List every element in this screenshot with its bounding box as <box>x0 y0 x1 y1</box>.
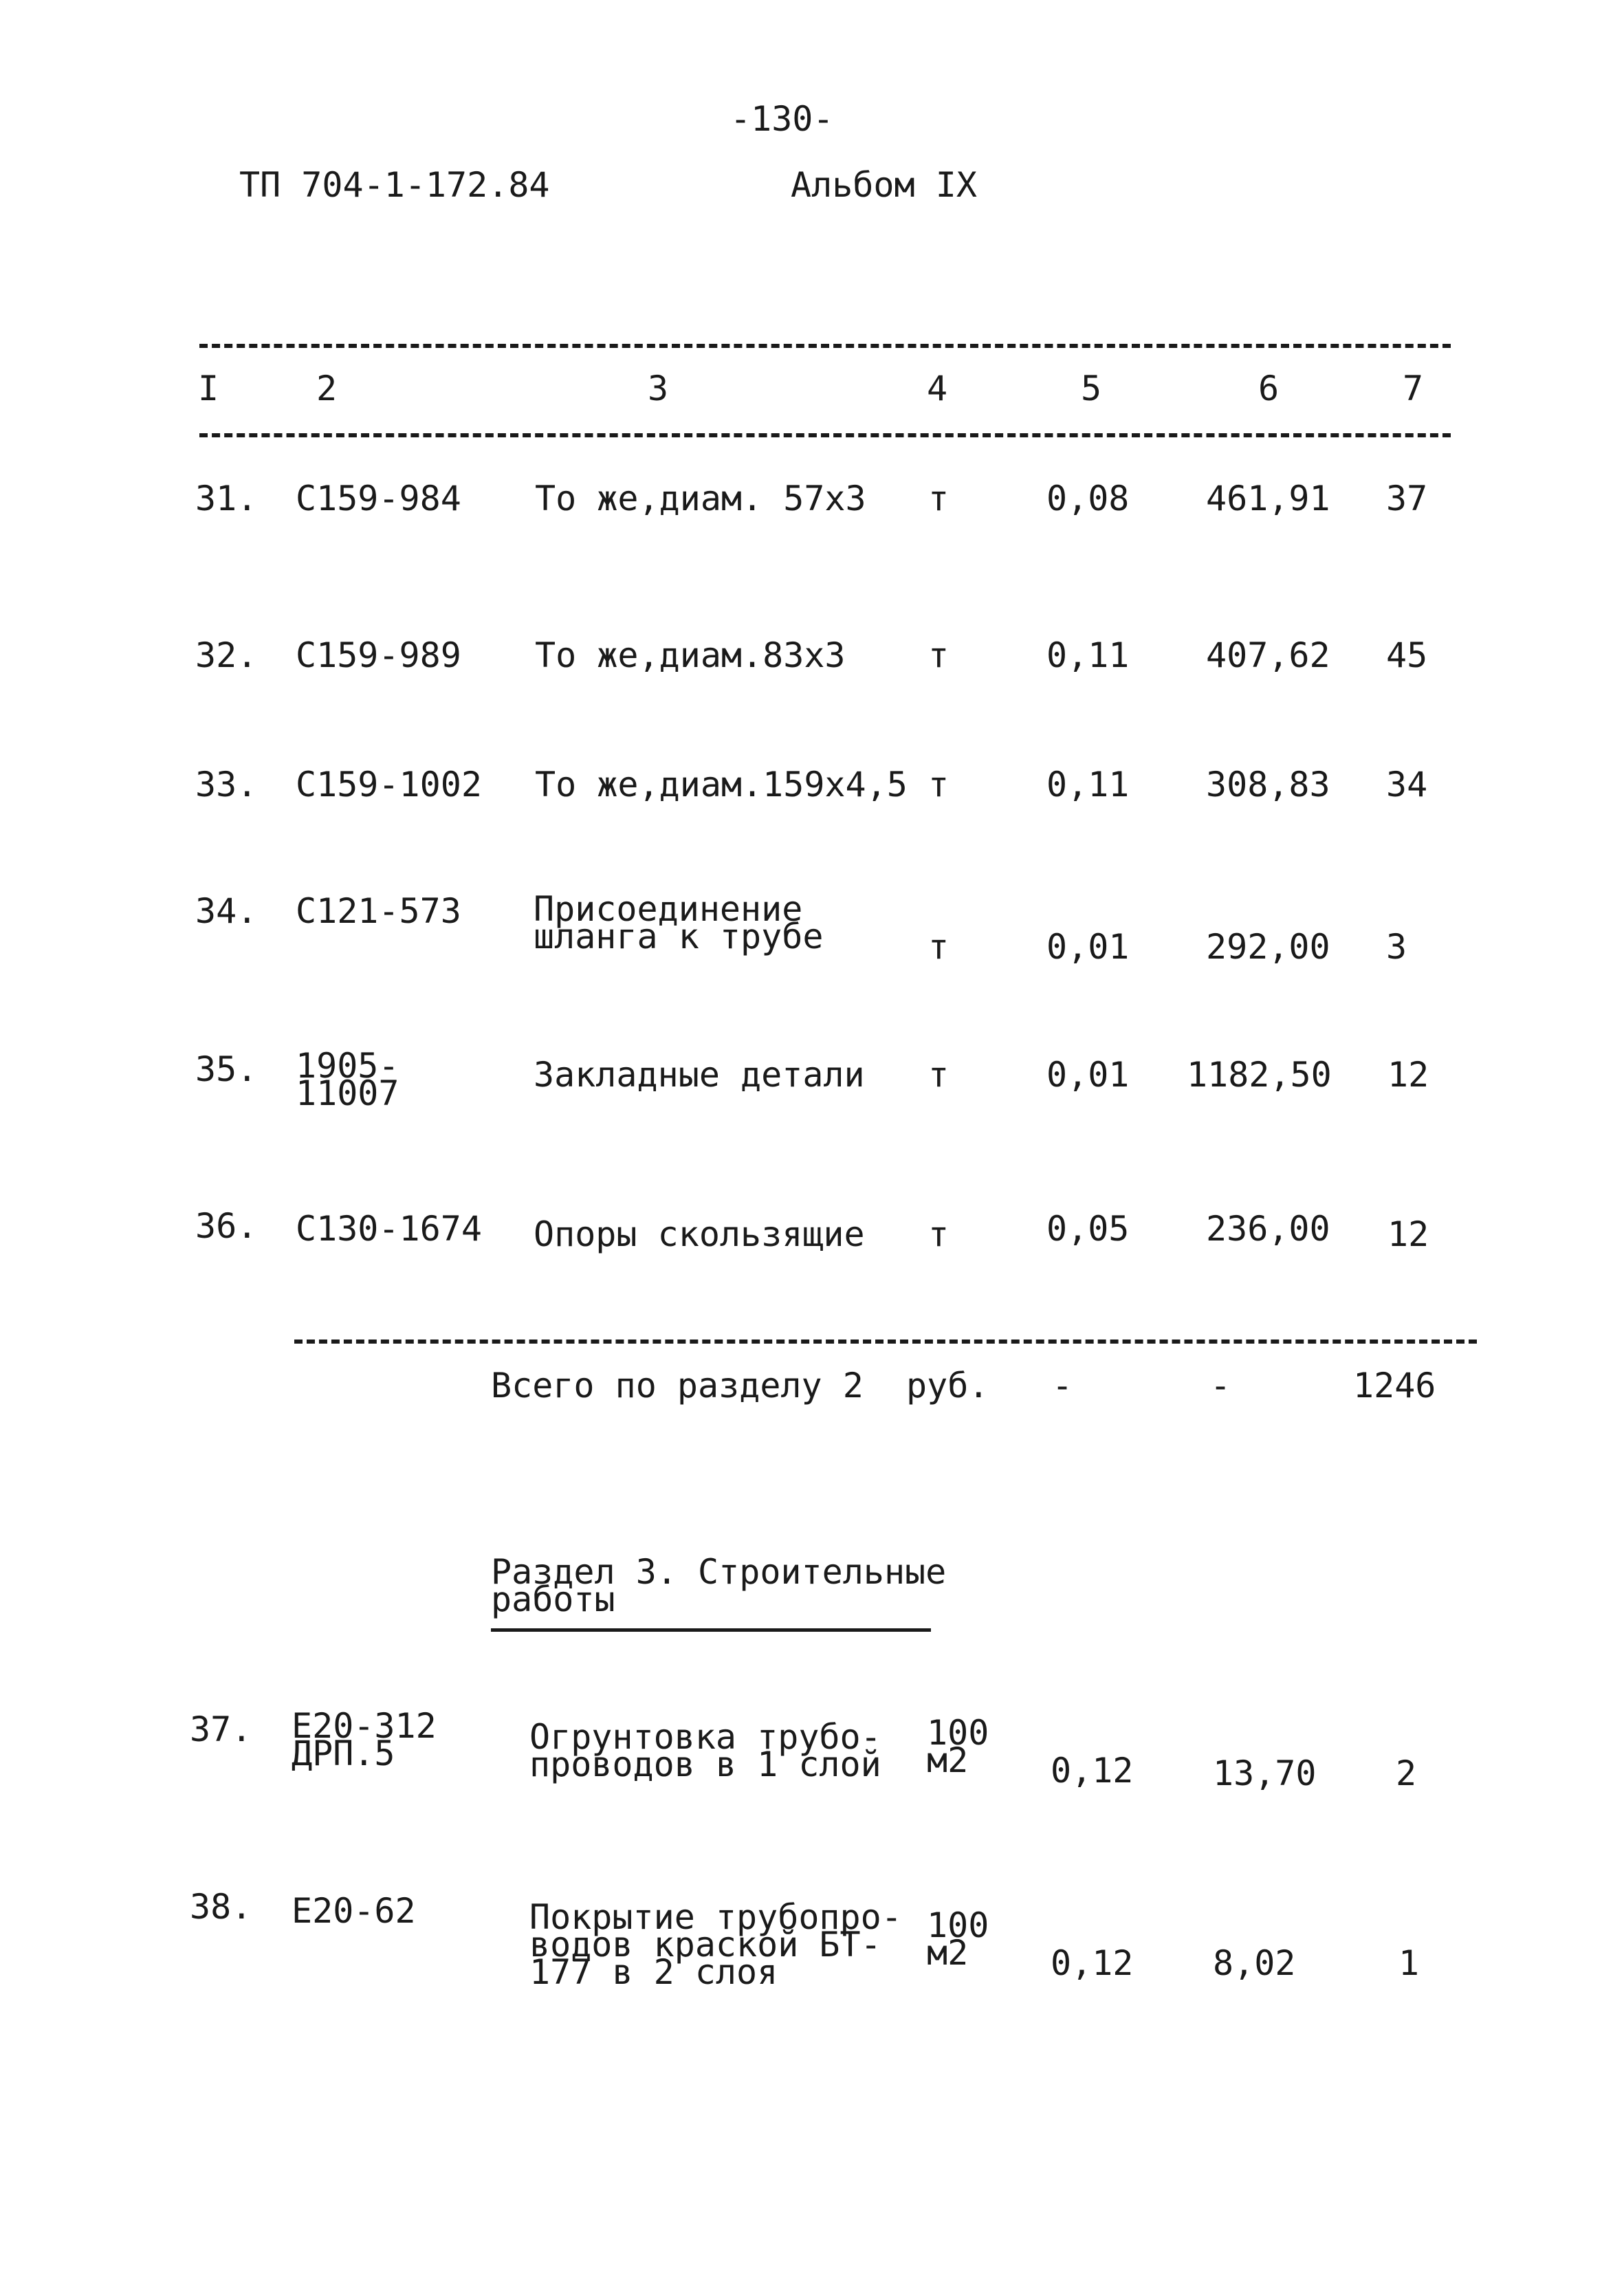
row-name: То же,диам. 57х3 <box>535 479 866 518</box>
row-total: 37 <box>1386 479 1428 518</box>
row-name: Присоединение шланга к трубе <box>534 889 824 956</box>
row-quantity: 0,05 <box>1046 1209 1130 1249</box>
row-total: 12 <box>1387 1055 1429 1095</box>
column-header: 6 <box>1258 369 1280 408</box>
row-name: То же,диам.159х4,5 <box>535 765 908 805</box>
row-price: 308,83 <box>1206 765 1330 805</box>
row-quantity: 0,12 <box>1051 1943 1134 1983</box>
column-header: 4 <box>927 369 948 408</box>
row-price: 8,02 <box>1213 1943 1296 1983</box>
row-code: Е20-312 ДРП.5 <box>292 1706 437 1773</box>
row-unit: т <box>928 765 950 805</box>
row-quantity: 0,11 <box>1046 765 1130 805</box>
row-unit: т <box>928 635 950 675</box>
row-number: 31. <box>195 479 258 518</box>
section-heading: Раздел 3. Строительные работы <box>491 1552 947 1619</box>
row-number: 33. <box>195 765 258 805</box>
row-code: Е20-62 <box>292 1891 416 1931</box>
row-name: Закладные детали <box>534 1055 865 1095</box>
section-total-unit: руб. <box>906 1366 989 1406</box>
section-total-value: 1246 <box>1353 1366 1436 1406</box>
row-code: С159-1002 <box>296 765 482 805</box>
section-total-price: - <box>1210 1366 1231 1406</box>
header-bottom-rule <box>199 433 1451 437</box>
row-quantity: 0,11 <box>1046 635 1130 675</box>
row-number: 38. <box>190 1887 252 1927</box>
row-total: 1 <box>1398 1943 1420 1983</box>
row-code: 1905- 11007 <box>296 1046 399 1113</box>
row-number: 37. <box>190 1709 252 1749</box>
row-quantity: 0,01 <box>1046 927 1130 967</box>
row-total: 2 <box>1396 1753 1417 1793</box>
row-name: Опоры скользящие <box>534 1214 865 1254</box>
row-code: С159-984 <box>296 479 461 518</box>
column-header: 2 <box>316 369 338 408</box>
row-price: 407,62 <box>1206 635 1330 675</box>
row-unit: 100 м2 <box>927 1905 989 1973</box>
total-rule <box>294 1340 1477 1344</box>
column-header: 7 <box>1403 369 1424 408</box>
album-label: Альбом IX <box>791 165 977 205</box>
row-total: 12 <box>1387 1214 1429 1254</box>
section-heading-underline <box>491 1628 931 1632</box>
row-name: Огрунтовка трубо- проводов в 1 слой <box>529 1717 881 1784</box>
document-code: ТП 704-1-172.84 <box>239 165 550 205</box>
row-unit: т <box>928 1214 950 1254</box>
row-total: 34 <box>1386 765 1428 805</box>
section-total-label: Всего по разделу 2 <box>491 1366 864 1406</box>
row-quantity: 0,12 <box>1051 1751 1134 1791</box>
row-price: 461,91 <box>1206 479 1330 518</box>
row-code: С159-989 <box>296 635 461 675</box>
row-unit: т <box>928 479 950 518</box>
row-quantity: 0,08 <box>1046 479 1130 518</box>
row-number: 32. <box>195 635 258 675</box>
row-price: 292,00 <box>1206 927 1330 967</box>
row-quantity: 0,01 <box>1046 1055 1130 1095</box>
row-code: С130-1674 <box>296 1209 482 1249</box>
row-unit: т <box>928 927 950 967</box>
row-code: С121-573 <box>296 891 461 931</box>
column-header: I <box>198 369 219 408</box>
row-name: То же,диам.83х3 <box>535 635 846 675</box>
row-price: 236,00 <box>1206 1209 1330 1249</box>
row-price: 13,70 <box>1213 1753 1317 1793</box>
column-header: 3 <box>648 369 669 408</box>
row-unit: т <box>928 1055 950 1095</box>
row-number: 35. <box>195 1049 258 1089</box>
row-number: 34. <box>195 891 258 931</box>
section-total-quantity: - <box>1052 1366 1073 1406</box>
row-name: Покрытие трубопро- водов краской БТ- 177 в 2 слоя <box>529 1897 902 1992</box>
row-total: 3 <box>1386 927 1407 967</box>
row-number: 36. <box>195 1206 258 1246</box>
row-price: 1182,50 <box>1187 1055 1332 1095</box>
table-top-rule <box>199 344 1451 348</box>
row-unit: 100 м2 <box>927 1713 989 1780</box>
page-number: -130- <box>730 99 834 139</box>
column-header: 5 <box>1081 369 1102 408</box>
row-total: 45 <box>1386 635 1428 675</box>
